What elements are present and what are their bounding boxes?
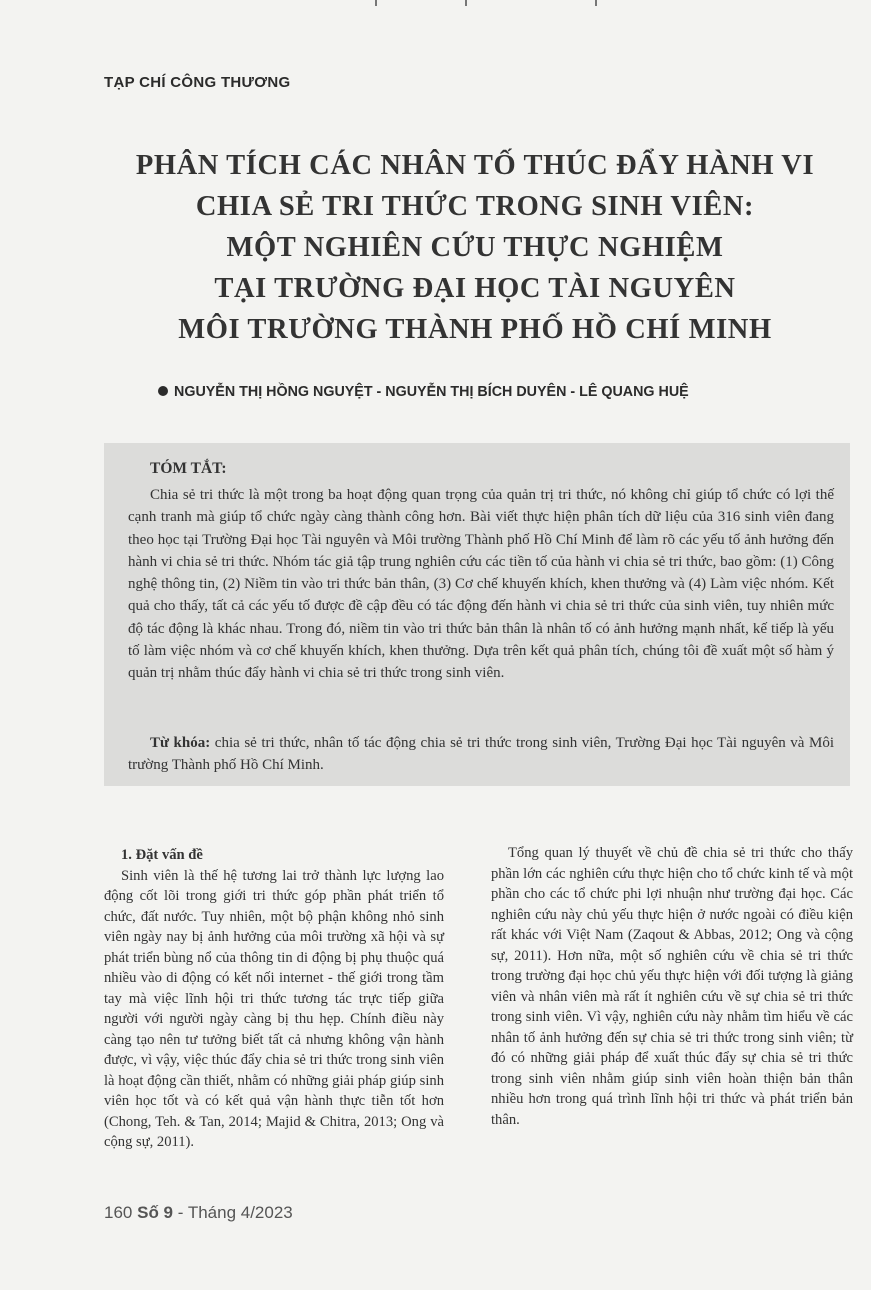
abstract-text: Chia sẻ tri thức là một trong ba hoạt động quan trọng của quản trị tri thức, nó không chỉ giúp tổ chức có lợi thế cạnh tranh mà giúp tổ chức ngày càng thành công hơn. Bài viết thực hiện phân tích dữ liệu của 316 sinh viên đang theo học tại Trường Đại học Tài nguyên và Môi trường Thành phố Hồ Chí Minh để làm rõ các yếu tố ảnh hưởng đến hành vi chia sẻ tri thức. Nhóm tác giả tập trung nghiên cứu các tiền tố của hành vi chia sẻ tri thức, bao gồm: (1) Công nghệ thông tin, (2) Niềm tin vào tri thức bản thân, (3) Cơ chế khuyến khích, khen thưởng và (4) Làm việc nhóm. Kết quả cho thấy, tất cả các yếu tố được đề cập đều có tác động đến hành vi chia sẻ tri thức của sinh viên, tuy nhiên mức độ tác động là khác nhau. Trong đó, niềm tin vào tri thức bản thân là nhân tố có ảnh hưởng mạnh nhất, kế tiếp là yếu tố làm việc nhóm và cơ chế khuyến khích, khen thưởng. Dựa trên kết quả phân tích, chúng tôi đề xuất một số hàm ý quản trị nhằm thúc đẩy hành vi chia sẻ tri thức trong sinh viên. [128,487,834,682]
page-number: 160 [104,1203,133,1222]
article-title [90,145,860,350]
body-paragraph: Tổng quan lý thuyết về chủ đề chia sẻ tri thức cho thấy phần lớn các nghiên cứu thực hiện cho tổ chức kinh tế và một phần cho các tổ chức phi lợi nhuận như trường đại học. Các nghiên cứu này chủ yếu thực hiện ở nước ngoài có điều kiện rất khác với Việt Nam (Zaqout & Abbas, 2012; Ong và cộng sự, 2011). Hơn nữa, một số nghiên cứu về chia sẻ tri thức trong trường đại học chủ yếu thực hiện với đối tượng là giảng viên và nhân viên mà rất ít nghiên cứu về sự chia sẻ tri thức trong sinh viên. Vì vậy, nghiên cứu này nhằm tìm hiểu về các nhân tố ảnh hưởng đến sự chia sẻ tri thức trong sinh viên; từ đó có những giải pháp để xuất thúc đẩy sự chia sẻ tri thức trong sinh viên nhằm giúp sinh viên hoàn thiện bản thân nhiều hơn trong quá trình lĩnh hội tri thức và phát triển bản thân. [491,845,853,1128]
abstract-heading: TÓM TẮT: [150,460,227,477]
title-line: CHIA SẺ TRI THỨC TRONG SINH VIÊN: [195,191,755,222]
left-column [104,843,444,1153]
crop-marks [0,0,871,8]
title-line: TẠI TRƯỜNG ĐẠI HỌC TÀI NGUYÊN [214,273,736,304]
author-line [158,384,689,400]
journal-name: TẠP CHÍ CÔNG THƯƠNG [104,74,291,91]
issue-number: Số 9 [137,1203,174,1222]
body-paragraph: Sinh viên là thế hệ tương lai trở thành lực lượng lao động cốt lõi trong giới tri thức góp phần phát triển tổ chức, đất nước. Tuy nhiên, một bộ phận không nhỏ sinh viên ngày nay bị ảnh hưởng của môi trường xã hội và sự phát triển bùng nổ của thông tin di động bị phụ thuộc quá nhiều vào di động có kết nối internet - thế giới trong tầm tay mà việc lĩnh hội tri thức tương tác trực tiếp giữa người với người ngày càng bị thu hẹp. Chính điều này càng tạo nên tư tưởng biết tất cả nhưng không vận hành được, vì vậy, việc thúc đẩy chia sẻ tri thức trong sinh viên là hoạt động cần thiết, nhằm có những giải pháp giúp sinh viên học tốt và có kết quả vận hành thực tiễn tốt hơn (Chong, Teh. & Tan, 2014; Majid & Chitra, 2013; Ong và cộng sự, 2011). [104,867,444,1150]
section-heading: 1. Đặt vấn đề [121,847,203,863]
keywords [128,732,834,777]
title-line: MỘT NGHIÊN CỨU THỰC NGHIỆM [226,232,724,263]
page-footer [104,1203,293,1223]
right-column [491,843,853,1130]
title-line: MÔI TRƯỜNG THÀNH PHỐ HỒ CHÍ MINH [178,314,772,345]
keywords-text: chia sẻ tri thức, nhân tố tác động chia sẻ tri thức trong sinh viên, Trường Đại học Tài nguyên và Môi trường Thành phố Hồ Chí Minh. [128,735,835,774]
title-line: PHÂN TÍCH CÁC NHÂN TỐ THÚC ĐẨY HÀNH VI [135,150,815,181]
keywords-label: Từ khóa: [150,735,211,751]
bullet-icon [158,386,168,396]
issue-date: - Tháng 4/2023 [173,1203,293,1222]
authors-text: NGUYỄN THỊ HỒNG NGUYỆT - NGUYỄN THỊ BÍCH DUYÊN - LÊ QUANG HUỆ [174,384,689,400]
